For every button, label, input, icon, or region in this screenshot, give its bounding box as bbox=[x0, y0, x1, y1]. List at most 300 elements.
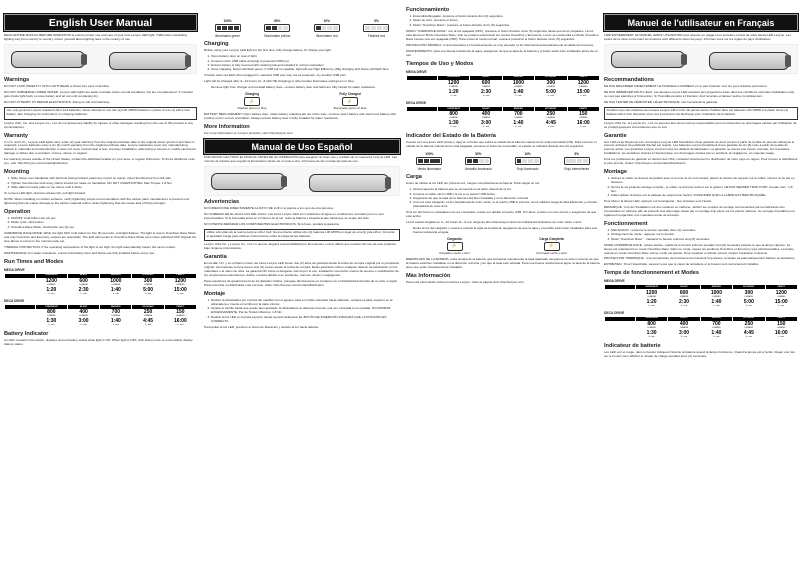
gauge-100 bbox=[406, 152, 453, 171]
montage-step: 3. Faites glisser la lampe sur le plateau de support par l'avant. S'ASSURER QUE LA LAMPE EST BIEN BLOQUÉE. bbox=[611, 194, 798, 198]
lumens-value: 700 bbox=[111, 309, 121, 316]
mode-header: BLAST bbox=[470, 75, 502, 80]
advertencia-1: NO DIRECCIONE DIRECTAMENTE AL RAYO DE LUZ ni lo apunte a los ojos de otra persona. bbox=[204, 205, 334, 210]
carga-step: 2. Conecte el cable micro USB y la luz a un puerto USB activo. bbox=[413, 193, 600, 197]
charging-text: If button does not flash when plugged in, selected USB port may not be powered—try another USB port. bbox=[204, 73, 347, 78]
spanish-liability: Lezyne USA Inc. y Lezyne Co., Ltd. no asume ninguna responsabilidad por las lesiones u otros daños que resulten del uso de este producto bajo ninguna circunstancia. bbox=[204, 242, 397, 251]
lightning-icon: ⚡ bbox=[447, 242, 463, 251]
runtime-unit: h : min bbox=[778, 336, 785, 339]
lumens-unit: LUMENS bbox=[449, 117, 458, 120]
thermal-text: THERMAL PROTECTION: If the operating temperature of the light is too high, the light automatically lowers the lumen output. bbox=[4, 244, 176, 249]
runtime-unit: h : min bbox=[48, 324, 55, 327]
french-battery-note: N'utilisez que des batteries de marque Lezyne LIR-2 Cell. Ne jamais tenter d'utiliser deux (2) batteries LIR 18650 à la place d'une (1) batterie LIR-2 Cell. Reportez-vous aux instructions de Recharge pour l'utilisation de la batterie. bbox=[604, 107, 798, 120]
montaje-heading: Montaje bbox=[204, 291, 226, 298]
gauge-label: Verde iluminado bbox=[417, 167, 442, 172]
runtime-unit: h : min bbox=[515, 126, 522, 129]
montage-note: REMARQUE : lors de l'installation sur des surfaces en carbone, vérifiez les couples de serrage recommandés par les fabricants des composants en carbone afin de prévenir tout dommage causé par un serrage trop élevé sur les pièces carbone. Un serrage trop faible peut également engendrer une mauvaise tenue de la lampe. bbox=[604, 204, 795, 217]
runtime-unit: h : min bbox=[483, 126, 490, 129]
lumens-value: 600 bbox=[79, 277, 88, 284]
gauge-5 bbox=[353, 19, 400, 38]
carga-completa-label: Carga Completa bbox=[539, 237, 564, 242]
lumens-unit: LUMENS bbox=[647, 295, 656, 298]
mode-header: FEMTO bbox=[164, 273, 196, 278]
operation-heading: Operation bbox=[4, 208, 31, 215]
mode-header: ENDURO bbox=[100, 273, 132, 278]
spanish-battery-note: Utilice sólo pilas de la marca Lezyne LIR-2 Cell. Nunca intente utilizar dos (2) baterías LIR 18650 en lugar de una (1) pila LIR-2. Consulte el apartado Carga para obtener instrucciones sobre la carga de las baterías. bbox=[204, 229, 400, 242]
english-title: English User Manual bbox=[4, 14, 197, 31]
gauge-label: Rojo intermitente bbox=[564, 167, 590, 172]
lumens-value: 1200 bbox=[577, 79, 589, 86]
mode-header: OVERDRIVE bbox=[635, 316, 667, 321]
mode-header: OVERDRIVE bbox=[635, 285, 667, 290]
garantie-text-2: Pour les problèmes de garantie en dehors des USA, contactez directement le distributeur de votre pays ou région. Pour trouver le distributeur le plus proche, visitez: http://lezyne.com/contact/distributors bbox=[604, 157, 798, 166]
runtime-unit: h : min bbox=[745, 304, 752, 307]
lumens-unit: LUMENS bbox=[514, 85, 523, 88]
mode-header: OVERDRIVE bbox=[437, 75, 469, 80]
charged-status bbox=[334, 92, 367, 111]
fonctionnement-steps bbox=[604, 229, 798, 242]
carga-text-2: La luz estará cargada en 4—10 horas (4—6 con carga de alta eficiencia) el botón la indicará iluminándose de color verde o azul. bbox=[406, 220, 582, 225]
lumens-unit: LUMENS bbox=[481, 117, 491, 120]
cargando-label: Cargando bbox=[447, 237, 462, 242]
lumens-unit: LUMENS bbox=[679, 295, 689, 298]
lumens-unit: LUMENS bbox=[647, 327, 656, 330]
recommandation-3: NE PAS TENTER DE DÉMONTER L'ÉLECTRONIQUE. Ceci annulerait la garantie. bbox=[604, 99, 719, 104]
mode-header: ENDURO bbox=[502, 106, 534, 111]
runtime-value: 1:20 bbox=[448, 89, 459, 96]
spanish-title: Manual de Uso Español bbox=[204, 139, 400, 154]
warnings-heading: Warnings bbox=[4, 76, 30, 83]
gauge-label: Illuminates yellow bbox=[264, 34, 291, 38]
runtime-value: 3:00 bbox=[679, 330, 690, 337]
mode-header: BLAST bbox=[470, 106, 502, 111]
light-image-left bbox=[11, 51, 85, 68]
runtime-value: 15:00 bbox=[173, 287, 187, 294]
mega-drive-table bbox=[4, 273, 197, 297]
gauge-5 bbox=[553, 152, 600, 171]
charging-step: 1. Open battery door on rear of light bbox=[211, 55, 400, 59]
lumens-unit: LUMENS bbox=[111, 315, 121, 318]
montage-step: 2. Serrez la vis jusqu'au serrage complet ; le collier ne doit pas tourner sur le guidon. NE PAS SERRER TROP FORT. Couple max : 1,8 Nm. bbox=[611, 186, 798, 194]
montage-remove: Pour libérer la lampe LED, appuyer sur la languette ; tirer la lampe vers l'avant. bbox=[604, 198, 713, 203]
garantia-text: En los EE. UU. y en el Reino Unido, las luces Lezyne LED tienen dos (2) años de garantía desde la fecha de compra original por el propietario original. Las baterías Lezyne tienen seis (6) meses desde la fecha de compra. Estas garantías cubren cualquier defecto de fabricación en los materiales o la mano de obra. La garantía NO cubre el desgaste normal por el uso, instalación incorrecta, intento de acceso o modificación de los componentes electrónicos, daños o avería debido a un accidente, mal uso, abuso o negligencia. bbox=[204, 261, 400, 278]
battery-icon bbox=[416, 157, 442, 165]
lumens-value: 300 bbox=[546, 79, 556, 86]
mode-header: ENDURO bbox=[700, 285, 732, 290]
lumens-value: 600 bbox=[679, 289, 689, 296]
lumens-value: 250 bbox=[744, 321, 754, 328]
garantie-heading: Garantie bbox=[604, 132, 627, 139]
runtime-value: 16:00 bbox=[173, 318, 187, 325]
lumens-value: 700 bbox=[712, 321, 721, 328]
charged-label: Fully Charged bbox=[339, 92, 361, 97]
mode-header: ECONOMY bbox=[132, 273, 164, 278]
lumens-unit: LUMENS bbox=[546, 117, 556, 120]
lumens-value: 600 bbox=[481, 79, 491, 86]
mounting-step: 1. Slide clamp over handlebar with bolt hole facing forward, place key mount on clamp. Insert thumbscrew from left side. bbox=[11, 177, 197, 181]
deca-drive-label-es: DECA DRIVE bbox=[406, 100, 427, 105]
indicador-heading: Indicador del Estado de la Batería bbox=[406, 133, 496, 140]
charge-status-en bbox=[204, 92, 400, 111]
charging-status bbox=[238, 92, 267, 111]
indicador-text: Cuenta con una luces LED (verde y roja) en el botón que indica el estado de la batería cuando la luz está encendida (ON). Para conocer el estado de la batería cuando la luz está apagada, presione el botón de encendido; el estado se indicará durante dos (2) segundos. bbox=[406, 140, 597, 149]
english-column bbox=[4, 14, 197, 349]
battery-gauges-es bbox=[406, 152, 600, 171]
temps-heading: Temps de fonctionnement et Modes bbox=[604, 270, 699, 277]
lumens-value: 1200 bbox=[775, 289, 787, 296]
runtime-value: 1:40 bbox=[711, 330, 722, 337]
mode-header: ECONOMY bbox=[733, 316, 765, 321]
charged-desc: Illuminates green or blue bbox=[333, 106, 367, 111]
lumens-value: 400 bbox=[79, 309, 88, 316]
mode-header: FEMTO bbox=[765, 285, 797, 290]
charging-desc: Flashes green or blue bbox=[237, 106, 267, 111]
warranty-heading: Warranty bbox=[4, 132, 29, 139]
battery-icon bbox=[465, 157, 491, 165]
lumens-unit: LUMENS bbox=[176, 283, 185, 286]
runtime-unit: h : min bbox=[681, 304, 688, 307]
advertencia-3: NO INTENTE REPARAR LOS COMPONENTES ELECTRÓNICOS. Si lo hace, anulará la garantía. bbox=[204, 221, 340, 226]
mode-header: ECONOMY bbox=[535, 106, 567, 111]
indicateur-heading: Indicateur de batterie bbox=[604, 342, 661, 349]
lumens-unit: LUMENS bbox=[79, 315, 88, 318]
battery-indicator-heading: Battery Indicator bbox=[4, 331, 49, 338]
charging-step-5: Remove light from charger and reinstall battery door—ensure battery door and latch are fully closed for water resistance. bbox=[211, 85, 376, 90]
runtime-value: 1:40 bbox=[513, 89, 524, 96]
mode-header: FEMTO bbox=[567, 75, 599, 80]
lightning-icon: ⚡ bbox=[342, 97, 358, 106]
runtime-unit: h : min bbox=[48, 293, 55, 296]
runtime-unit: h : min bbox=[177, 324, 184, 327]
gauge-label: Amarillo iluminado bbox=[464, 167, 492, 172]
gauge-percent: 10% bbox=[524, 152, 531, 157]
runtime-value: 2:30 bbox=[78, 287, 89, 294]
overdrive-fr-text: MODE OVERDRIVE RACE : lampe éteinte, maintenir le bouton enfoncé pendant cinq (5) secondes jusqu'à ce que la lampe clignote. La lampe est maintenant en mode Overdrive Race. Dans ce mode, seules les positions Overdrive et Economy sont sélectionnables. La lampe restera en mode Overdrive Race même si elle est éteinte. Pour repasser en Mode normal, répéter l'opération ci-dessus. bbox=[604, 242, 794, 255]
montaje-remove: Para quitar la luz LED, presione el botón de liberación y deslice la luz hacia delante. bbox=[204, 324, 320, 329]
lumens-value: 700 bbox=[514, 111, 523, 118]
mega-drive-table-es bbox=[406, 75, 600, 99]
funcionamiento-heading: Funcionamiento bbox=[406, 7, 450, 13]
operation-steps bbox=[4, 217, 197, 230]
deca-drive-label: DECA DRIVE bbox=[4, 298, 25, 303]
funcionamiento-step: 1. Encendido/Apagado: presione el botón durante dos (2) segundos. bbox=[413, 15, 600, 19]
gauge-percent: 10% bbox=[323, 19, 331, 23]
mode-header: BLAST bbox=[668, 316, 700, 321]
runtime-value: 1:30 bbox=[46, 318, 57, 325]
charging-heading: Charging bbox=[204, 41, 229, 48]
carga-intro: Antes de utilizar la luz LED por primera vez, cargue completamente la batería. Para cargar su luz: bbox=[406, 181, 540, 186]
gauge-50 bbox=[254, 19, 301, 38]
montaje-step: 3. Deslice la luz LED en la pista superior desde la parte delantera. EL BOTÓN DE INSERCIÓN INDICARÁ QUE LA POSICIÓN ES CORRECTA. bbox=[211, 316, 400, 324]
mounting-note: NOTE: When installing on carbon surfaces, verify tightening torque recommendation with the carbon parts manufacturer to prevent over tightening that can cause damage to the carbon material and/or under tightening that can cause lack of fixing strength. bbox=[4, 197, 190, 205]
runtime-unit: h : min bbox=[450, 126, 457, 129]
light-image-right bbox=[109, 52, 189, 70]
carga-text: Si la luz del botón no parpadea una vez conectado, puede ser debido al puerto USB. Por favor, pruebe con otro puerto y asegúrese de que esté activo. bbox=[406, 210, 597, 219]
montage-step: 1. Glissez le collier au dessus du guidon avec le trou de la vis vers l'avant, placez le dessus du support sur le collier, insérez la vis par en dessous. bbox=[611, 177, 798, 185]
garantie-text: Aux USA et au Royaume-Uni, les lampes Lezyne LED bénéficient d'une garantie de deux (2) ans à partir de la date du premier achat par le premier acheteur (le justificatif d'achat est requis). Les batteries Lezyne bénéficient d'une garantie de six (6) mois à partir de la date du premier achat. Les garanties Lezyne couvrent tous les défauts de fabrication. La garantie ne couvre pas l'usure normale, les mauvaises installations, les tentatives d'accès à l'électronique, les dommages causés par un accident, la négligence, un mauvais usage. bbox=[604, 139, 795, 156]
battery-indicator-text: An LED, located in the button, displays current battery status while light is ON. When light is OFF, click button once to momentarily display battery status. bbox=[4, 338, 193, 347]
lumens-unit: LUMENS bbox=[579, 85, 588, 88]
gauge-10 bbox=[303, 19, 350, 38]
garantia-text-2: Para cuestiones de garantía fuera de los Estados Unidos, póngase directamente en contacto con el distribuidor/minorista de su país o región. Para encontrar su distribuidor más cercano, visite: http://lezyne.com/contact/distributors bbox=[204, 279, 398, 288]
mode-header: FEMTO bbox=[765, 316, 797, 321]
runtime-unit: h : min bbox=[515, 95, 522, 98]
mas-info-heading: Más Información bbox=[406, 272, 451, 279]
gauge-10 bbox=[504, 152, 551, 171]
mode-header: OVERDRIVE bbox=[35, 273, 67, 278]
mode-header: ECONOMY bbox=[535, 75, 567, 80]
runtime-value: 1:20 bbox=[46, 287, 57, 294]
light-image-left bbox=[611, 51, 685, 68]
charging-label: Charging bbox=[245, 92, 260, 97]
mounting-steps bbox=[4, 177, 197, 190]
lumens-value: 400 bbox=[481, 111, 491, 118]
carga-heading: Carga bbox=[406, 174, 422, 181]
runtime-value: 3:00 bbox=[78, 318, 89, 325]
fonctionnement-step: 3. Mode "Overdrive Race" : maintenir le bouton enfoncé cinq (5) secondes. bbox=[611, 238, 798, 242]
runtime-unit: h : min bbox=[547, 126, 554, 129]
runtime-unit: h : min bbox=[681, 336, 688, 339]
lumens-value: 150 bbox=[579, 111, 588, 118]
mode-header: ENDURO bbox=[100, 304, 132, 309]
gauge-100 bbox=[204, 19, 251, 38]
gauge-label: Rojo iluminado bbox=[516, 167, 539, 172]
light-image-left bbox=[211, 173, 285, 190]
funcionamiento-step: 3. Modo "Overdrive Race": presione el botón durante cinco (5) segundos. bbox=[413, 24, 600, 28]
mode-header: OVERDRIVE bbox=[35, 304, 67, 309]
runtime-value: 1:30 bbox=[448, 120, 459, 127]
french-title: Manuel de l'utilisateur en Français bbox=[604, 14, 798, 31]
lumens-value: 150 bbox=[777, 321, 786, 328]
column-3 bbox=[406, 4, 600, 287]
mode-header: FEMTO bbox=[164, 304, 196, 309]
mode-header: BLAST bbox=[668, 285, 700, 290]
mounting-step: 3. Slide LED into track pads on top clamp until it clicks. bbox=[11, 186, 197, 190]
lumens-value: 150 bbox=[176, 309, 185, 316]
lumens-value: 1200 bbox=[174, 277, 186, 284]
gauge-percent: 100% bbox=[425, 152, 434, 157]
charging-step: 4. Once charging, button will flash green; if USB port is capable, light will use High Efficiency (HE) charging and button will flash blue bbox=[211, 68, 400, 72]
runtime-value: 1:30 bbox=[646, 330, 657, 337]
gauge-percent: 5% bbox=[574, 152, 579, 157]
lumens-unit: LUMENS bbox=[176, 315, 185, 318]
lumens-value: 800 bbox=[449, 111, 458, 118]
mode-header: BLAST bbox=[67, 304, 99, 309]
runtime-value: 4:45 bbox=[143, 318, 154, 325]
mega-drive-label-fr: MEGA DRIVE bbox=[604, 279, 625, 284]
funcionamiento-steps bbox=[406, 15, 600, 28]
runtime-unit: h : min bbox=[112, 324, 119, 327]
mega-drive-label: MEGA DRIVE bbox=[4, 267, 25, 272]
lumens-unit: LUMENS bbox=[481, 85, 491, 88]
gauge-label: Flashes red bbox=[367, 34, 386, 38]
lumens-value: 1000 bbox=[512, 79, 524, 86]
lumens-value: 1000 bbox=[710, 289, 722, 296]
battery-icon bbox=[264, 24, 290, 32]
recommandations-heading: Recommandations bbox=[604, 76, 655, 83]
lumens-value: 800 bbox=[647, 321, 656, 328]
lumens-unit: LUMENS bbox=[777, 327, 786, 330]
mode-header: ECONOMY bbox=[733, 285, 765, 290]
mantenimiento-text: MANTENIMIENTO: para una buena resistencia al agua, asegúrese de que la tapa de la batería y el botón estén bien instalados antes de su uso. bbox=[406, 48, 598, 57]
lumens-unit: LUMENS bbox=[143, 283, 153, 286]
lumens-unit: LUMENS bbox=[712, 327, 721, 330]
mode-header: ENDURO bbox=[502, 75, 534, 80]
lumens-value: 800 bbox=[47, 309, 56, 316]
charge-status-es bbox=[406, 237, 600, 256]
runtime-value: 1:40 bbox=[110, 318, 121, 325]
runtime-unit: h : min bbox=[580, 95, 587, 98]
lumens-unit: LUMENS bbox=[546, 85, 556, 88]
fonctionnement-step: 1. Marche/Arrêt : enfoncer le bouton pendant deux (2) secondes. bbox=[611, 229, 798, 233]
lumens-unit: LUMENS bbox=[449, 85, 458, 88]
runtime-value: 2:30 bbox=[679, 298, 690, 305]
carga-step-5: Retire la luz del cargador y vuelva a colocar la tapa de la batería; asegúrese de que la tapa y el pestillo estén bien instalados para una buena resistencia al agua. bbox=[413, 226, 598, 235]
lumens-value: 1200 bbox=[646, 289, 658, 296]
montaje-step: 2. Apriete el tornillo hasta que quede bien ajustado; la abrazadera no debería moverse una vez colocada en el manillar. NO APRIETE EXCESIVAMENTE. Par de Torsión Máximo: 1,8 Nm bbox=[211, 307, 400, 315]
more-info-heading: More Information bbox=[204, 123, 250, 130]
light-image-right bbox=[709, 52, 789, 70]
mega-drive-table-fr bbox=[604, 284, 798, 308]
carga-completa-status bbox=[536, 237, 566, 256]
carga-completa-desc: Iluminado verde o azul bbox=[536, 251, 567, 256]
gauge-label: Illuminates green bbox=[214, 34, 241, 38]
cargando-desc: Parpadeo verde o azul bbox=[439, 251, 470, 256]
runtime-value: 2:30 bbox=[481, 89, 492, 96]
runtime-unit: h : min bbox=[80, 293, 87, 296]
indicateur-text: Les LED vert et rouge, dans le bouton indiquent l'état de la batterie quand la lampe fonctionne. Quand la lampe est à l'arrêt, cliquer une fois sur le bouton pour afficher le niveau de charge pendant deux (2) secondes. bbox=[604, 349, 795, 358]
mode-header: BLAST bbox=[67, 273, 99, 278]
montaje-steps bbox=[204, 299, 400, 324]
mode-header: ECONOMY bbox=[132, 304, 164, 309]
runtime-unit: h : min bbox=[145, 293, 152, 296]
lumens-unit: LUMENS bbox=[679, 327, 689, 330]
warranty-text-2: For warranty issues outside of the United States, contact the distributor/retailer for your area, or regular shipments. To find a distributor near you, visit: http://lezyne.com/contact/distributors bbox=[4, 157, 195, 166]
lumens-value: 300 bbox=[143, 277, 153, 284]
french-liability: Lezyne USA Inc. et Lezyne Co., Ltd. ne peuvent être tenus comme responsables pour les blessures ou dommages causés par l'utilisation de ce produit quelques circonstances que ce soit. bbox=[604, 120, 797, 129]
lumens-unit: LUMENS bbox=[777, 295, 786, 298]
fonctionnement-heading: Fonctionnement bbox=[604, 220, 648, 227]
gauge-percent: 50% bbox=[475, 152, 482, 157]
runtime-value: 5:00 bbox=[143, 287, 154, 294]
lumens-value: 300 bbox=[744, 289, 754, 296]
protection-text: PROTECTION THERMIQUE : si la température de fonctionnement devient trop élevée, la lampe va automatiquement baisser sa puissance. bbox=[604, 256, 796, 261]
gauge-label: Illuminates red bbox=[316, 34, 338, 38]
runtime-unit: h : min bbox=[648, 336, 655, 339]
operation-step: 3. Overdrive Race Mode: hold button two (2) sec. bbox=[11, 226, 197, 230]
warning-3: DO NOT ATTEMPT TO REPAIR ELECTRONICS. Doing so will void warranty. bbox=[4, 99, 110, 104]
funcionamiento-step: 2. Modo de ciclo: presione el botón. bbox=[413, 19, 600, 23]
gauge-percent: 100% bbox=[223, 19, 232, 23]
battery-replacement: BATTERY REPLACEMENT: Open battery door, rotate battery retaining tab out of the way—remove spent battery and insert new battery with positive end in correct orientation. Always ensure battery door is fully installed for water resistance. bbox=[204, 111, 396, 120]
tiempos-heading: Tiempos de Uso y Modos bbox=[406, 60, 474, 67]
light-product-image-es bbox=[204, 166, 400, 196]
gauge-percent: 50% bbox=[273, 19, 281, 23]
runtime-unit: h : min bbox=[177, 293, 184, 296]
lumens-unit: LUMENS bbox=[47, 283, 56, 286]
mounting-remove: To remove LED light, depress release tab, pull light forward. bbox=[4, 191, 86, 196]
battery-icon bbox=[515, 157, 541, 165]
charging-steps bbox=[204, 55, 400, 72]
runtime-unit: h : min bbox=[713, 304, 720, 307]
reemplazo-text: REEMPLAZO DE LA BATERÍA: retire la tapa de la batería, gire la batería nuevamente la tapa apartada, asegúrese en todo momento de que la batería está bien instalada, en la dirección correcta y de que la tapa esté retirada. Para una buena resistencia al agua, la tapa de la batería tiene que estar completamente instalada. bbox=[406, 256, 600, 269]
runtime-unit: h : min bbox=[778, 304, 785, 307]
french-column bbox=[604, 14, 798, 361]
light-product-image bbox=[4, 44, 197, 74]
liability-text: Lezyne USA, Inc. and Lezyne Co., Ltd. do not accept any liability for injuries or other damages resulting from the use of this product in any circumstances. bbox=[4, 120, 193, 129]
deca-drive-label-fr: DECA DRIVE bbox=[604, 310, 625, 315]
charging-step: 2. Connect micro USB cable and plug to powered USB port bbox=[211, 60, 400, 64]
montage-steps bbox=[604, 177, 798, 198]
charging-step: 3. Ensure battery is fully secured with retaining tab and installed in correct orientation bbox=[211, 64, 400, 68]
maintenance-text: MAINTENANCE: For water resistance, ensure that battery door and button are fully installed before every use. bbox=[4, 250, 155, 255]
overdrive-text: OVERDRIVE RACE MODE: While the light OFF, hold button for five (5) seconds, until light flashes. The light is now in Overdrive Race Mode and only Overdrive and Economy outputs are selectable. The light will remain in Overdrive Race Mode even when switched OFF. Repeat the step above to return to the normal mode set. bbox=[4, 230, 197, 243]
runtime-value: 4:45 bbox=[743, 330, 754, 337]
runtime-value: 4:45 bbox=[545, 120, 556, 127]
runtime-unit: h : min bbox=[648, 304, 655, 307]
lumens-value: 1200 bbox=[448, 79, 460, 86]
charging-intro: Before using your Lezyne LED light for the first time, fully charge battery. To charge your light: bbox=[204, 48, 332, 53]
runtime-unit: h : min bbox=[745, 336, 752, 339]
runtime-unit: h : min bbox=[80, 324, 87, 327]
mega-drive-label-es: MEGA DRIVE bbox=[406, 69, 427, 74]
runtime-unit: h : min bbox=[580, 126, 587, 129]
operation-step: 1. ON/OFF: hold button two (2) sec. bbox=[11, 217, 197, 221]
runtime-unit: h : min bbox=[112, 293, 119, 296]
lumens-unit: LUMENS bbox=[143, 315, 153, 318]
runtime-value: 1:40 bbox=[711, 298, 722, 305]
runtime-value: 15:00 bbox=[774, 298, 788, 305]
fonctionnement-step: 2. Changement de mode : appuyer sur le bouton. bbox=[611, 233, 798, 237]
gauge-50 bbox=[455, 152, 502, 171]
mounting-step: 2. Tighten thumbscrew until snug; clamp should not rotate on handlebar. DO NOT OVERTIGHTEN. Max Torque: 1.8 Nm bbox=[11, 182, 197, 186]
runtime-unit: h : min bbox=[483, 95, 490, 98]
english-intro: READ ENTIRE MANUAL BEFORE OPERATION to ensure proper use and care of your new Lezyne LED light. Traffic laws mandating lighting vary from country to country. Inform yourself about lighting laws in the country of use. bbox=[4, 33, 187, 41]
cargando-status bbox=[439, 237, 469, 256]
column-2 bbox=[204, 14, 400, 332]
advertencia-2: NO SUMERJA EN EL AGUA LOS DEL AGUA. Las luces Lezyne LED son resistentes al agua en condiciones normales pero no son impermeables. Si la humedad entra en el interior de la luz, retire la batería y séquela al aire hasta que se seque del todo. bbox=[204, 211, 384, 220]
advertencias-heading: Advertencias bbox=[204, 198, 240, 205]
lumens-value: 250 bbox=[546, 111, 556, 118]
light-image-right bbox=[309, 174, 389, 192]
runtime-value: 3:00 bbox=[481, 120, 492, 127]
charging-text-2: Light will be charged after 4—10 hours (4—6 with HE charging) or when button illuminates solid green or blue. bbox=[204, 79, 355, 84]
lightning-icon: ⚡ bbox=[544, 242, 560, 251]
montage-heading: Montage bbox=[604, 169, 627, 176]
lumens-value: 1000 bbox=[110, 277, 122, 284]
runtimes-heading: Run Times and Modes bbox=[4, 258, 64, 265]
lumens-value: 1200 bbox=[45, 277, 57, 284]
overdrive-es-text: MODO "OVERDRIVE RACE": con la luz apagada (OFF), presione el botón durante cinco (5) segundos hasta que la luz parpadee. La luz está ahora en Modo Overdrive Race; sólo se pueden seleccionar los modos Overdrive y Economía. La luz se mantendrá en Modo Overdrive Race incluso una vez apagada (OFF). Para volver al modo normal, vuelva a presionar el botón durante cinco (5) segundos. bbox=[406, 28, 599, 41]
more-info-text: For more information on Lezyne products, visit: http://lezyne.com bbox=[204, 130, 293, 135]
battery-gauges-en bbox=[204, 19, 400, 38]
entretien-text: ENTRETIEN : Pour l'étanchéité, assurez-vous que le capot de la batterie et le bouton sont correctement installés. bbox=[604, 262, 760, 267]
mas-info-text: Para más información sobre productos Lezyne, visite la página web: http://lezyne.com bbox=[406, 279, 524, 284]
operation-step: 2. Mode cycle: click button bbox=[11, 221, 197, 225]
recommandation-1: NE PAS REGARDER DIRECTEMENT LE FAISCEAU LUMINEUX et ne pas l'orienter vers les yeux d'autres personnes. bbox=[604, 83, 768, 88]
mode-header: ENDURO bbox=[700, 316, 732, 321]
recommandation-2: NE PAS IMMERGER SOUS L'EAU. Les lampes Lezyne LED résistent aux projections d'eau dans les conditions normales d'utilisation mais ne sont pas étanches à l'immersion. Si l'humidité pénètre à l'intérieur, ôtez la lampe et laissez sécher complètement. bbox=[604, 89, 795, 98]
carga-step: 3. Asegúrese de que la tapa de la batería está bien instalada y en la dirección correcta. bbox=[413, 197, 600, 201]
warranty-text: In U.S. and U.K., Lezyne LED lights carry a two (2) year warranty from the original purchase date to the original owner (proof of purchase is required). Lezyne batteries carry a six (6) month warranty from the original purchase date. Lezyne warranties cover any manufacturing defects in materials and workmanship. It does not cover normal wear & tear, improper installation, attempting to access or modify electronics, damage or failure due to accident, misuse, abuse, or neglect. bbox=[4, 139, 197, 156]
mode-header: OVERDRIVE bbox=[437, 106, 469, 111]
runtime-value: 16:00 bbox=[576, 120, 590, 127]
battery-icon bbox=[363, 24, 389, 32]
carga-step: 4. Una vez esté cargando, la luz parpadeará de color verde; si el puerto USB lo permite, la luz utilizará carga de Alta Eficiencia y el botón parpadeará de color azul. bbox=[413, 201, 600, 209]
lumens-unit: LUMENS bbox=[514, 117, 523, 120]
garantia-heading: Garantía bbox=[204, 254, 227, 261]
mounting-heading: Mounting bbox=[4, 169, 30, 176]
